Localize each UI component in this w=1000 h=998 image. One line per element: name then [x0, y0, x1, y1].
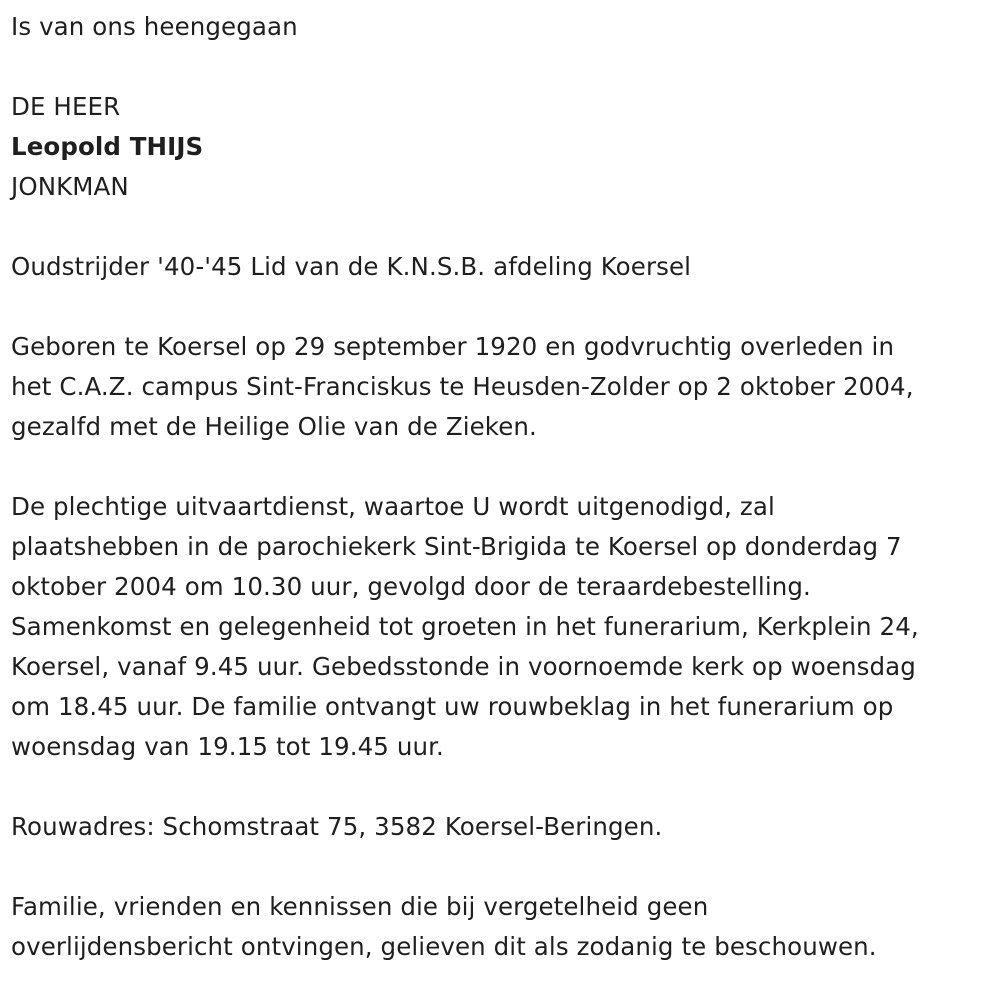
birth-death-paragraph [11, 327, 991, 447]
paragraph-line: Geboren te Koersel op 29 september 1920 en godvruchtig overleden in [11, 332, 895, 361]
obituary-text [11, 7, 991, 967]
membership-line: Oudstrijder '40-'45 Lid van de K.N.S.B. afdeling Koersel [11, 252, 692, 281]
spacer [11, 847, 991, 887]
paragraph-line: het C.A.Z. campus Sint-Franciskus te Heusden-Zolder op 2 oktober 2004, [11, 372, 914, 401]
paragraph-line: Samenkomst en gelegenheid tot groeten in het funerarium, Kerkplein 24, [11, 612, 919, 641]
deceased-name: Leopold THIJS [11, 132, 204, 161]
spacer [11, 767, 991, 807]
spacer [11, 47, 991, 87]
paragraph-line: overlijdensbericht ontvingen, gelieven dit als zodanig te beschouwen. [11, 932, 877, 961]
spacer [11, 447, 991, 487]
paragraph-line: Koersel, vanaf 9.45 uur. Gebedsstonde in voornoemde kerk op woensdag [11, 652, 916, 681]
paragraph-line: om 18.45 uur. De familie ontvangt uw rouwbeklag in het funerarium op [11, 692, 894, 721]
paragraph-line: gezalfd met de Heilige Olie van de Zieken. [11, 412, 537, 441]
spacer [11, 207, 991, 247]
funeral-paragraph [11, 487, 991, 767]
paragraph-line: De plechtige uitvaartdienst, waartoe U wordt uitgenodigd, zal [11, 492, 775, 521]
paragraph-line: Familie, vrienden en kennissen die bij vergetelheid geen [11, 892, 709, 921]
title-prefix: DE HEER [11, 92, 121, 121]
intro-line: Is van ons heengegaan [11, 12, 298, 41]
mourning-address: Rouwadres: Schomstraat 75, 3582 Koersel-Beringen. [11, 812, 663, 841]
marital-status: JONKMAN [11, 172, 129, 201]
paragraph-line: oktober 2004 om 10.30 uur, gevolgd door de teraardebestelling. [11, 572, 811, 601]
closing-paragraph [11, 887, 991, 967]
paragraph-line: plaatshebben in de parochiekerk Sint-Brigida te Koersel op donderdag 7 [11, 532, 902, 561]
spacer [11, 287, 991, 327]
paragraph-line: woensdag van 19.15 tot 19.45 uur. [11, 732, 444, 761]
